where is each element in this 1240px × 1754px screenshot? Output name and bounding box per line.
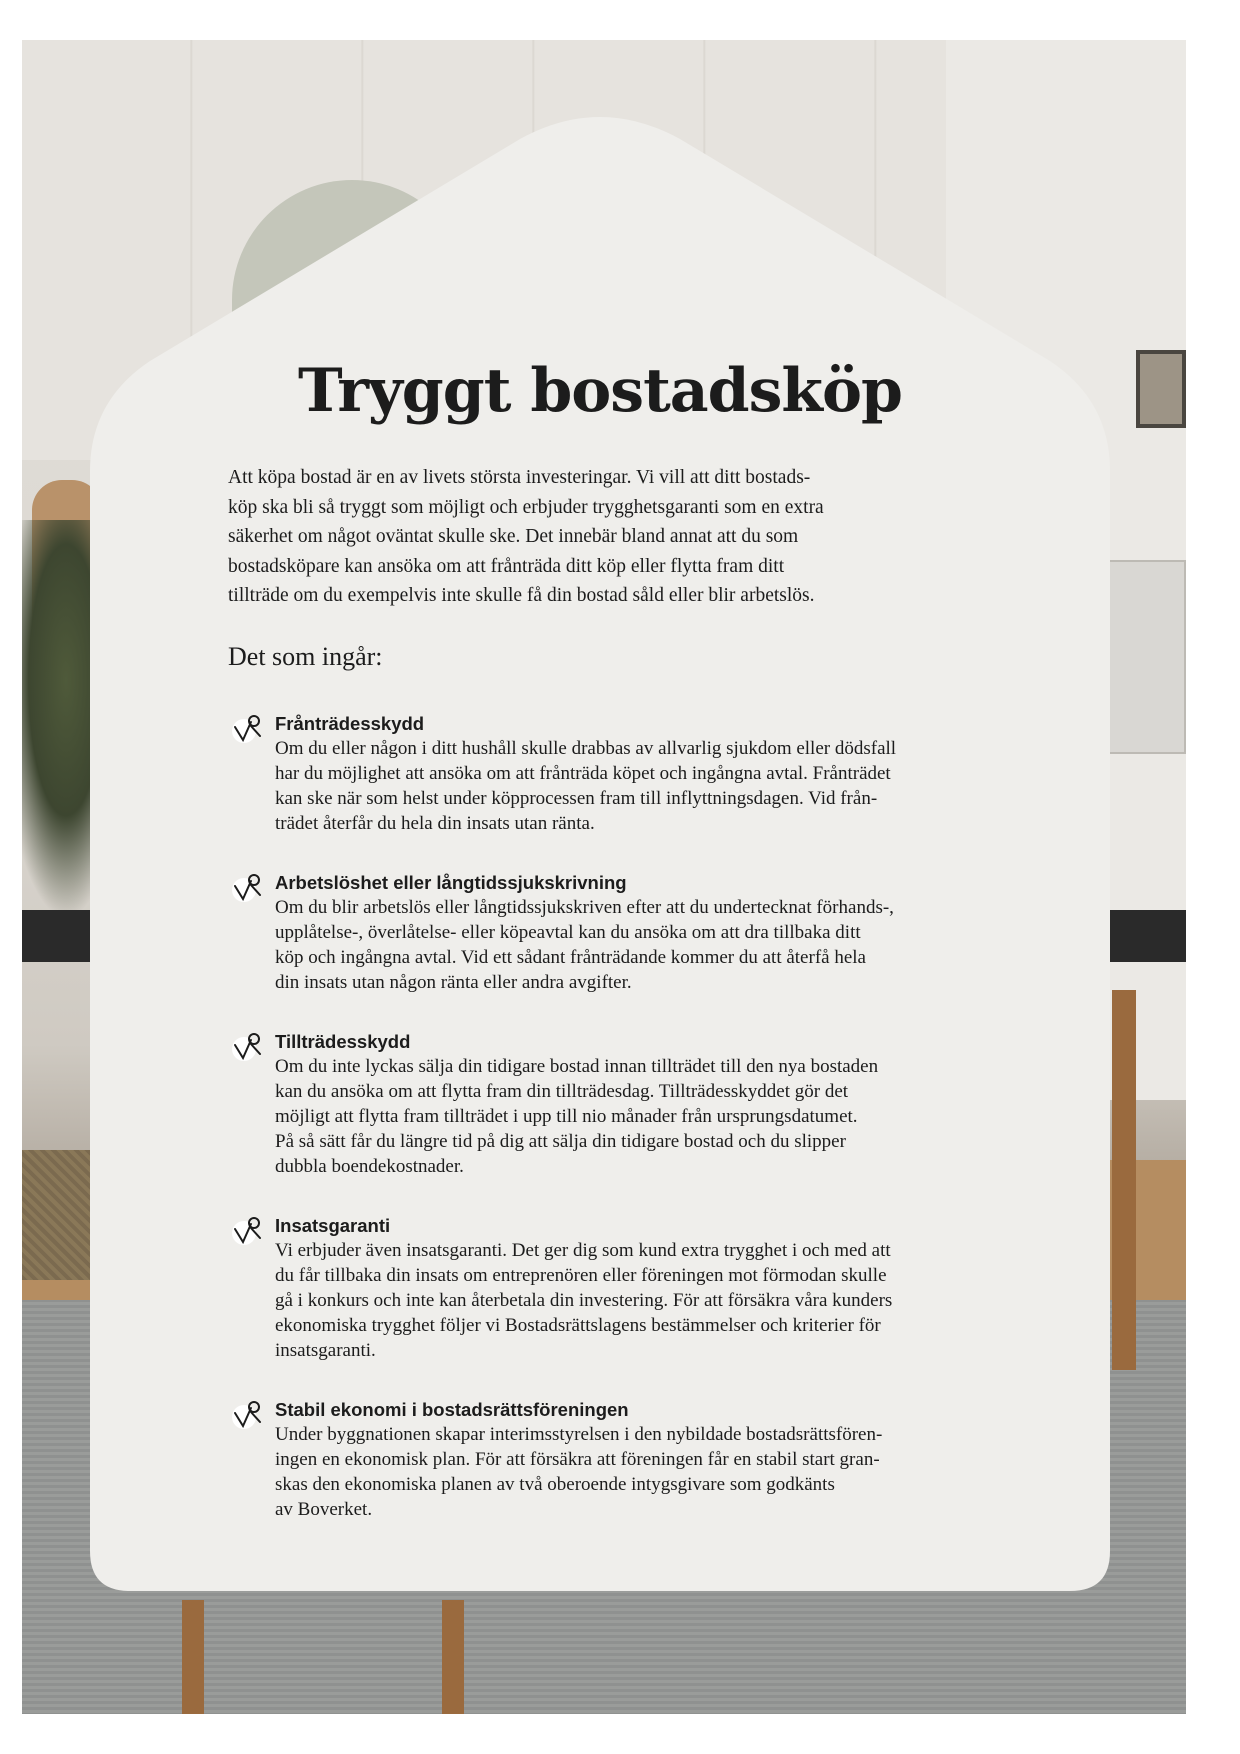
item-body: Om du inte lyckas sälja din tidigare bostad innan tillträdet till den nya bostaden kan du ansöka om att flytta fram din tillträdesdag. Tillträdesskyddet gör det möjligt att flytta fram tillträdet i upp till nio månader från ursprungsdatumet. På så sätt får du längre tid på dig att sälja din tidigare bostad och du slipper dubbla boendekostnader. (275, 1056, 879, 1177)
item-body: Om du eller någon i ditt hushåll skulle drabbas av allvarlig sjukdom eller dödsfall har du möjlighet att ansöka om att frånträda köpet och ingångna avtal. Frånträdet kan ske när som helst under köpprocessen fram till inflyttningsdagen. Vid från- trädet återfår du hela din insats utan ränta. (275, 738, 897, 834)
wall-frame (1136, 350, 1186, 428)
checkmark-icon (230, 871, 264, 905)
checkmark-icon (230, 1030, 264, 1064)
included-heading: Det som ingår: (228, 642, 383, 671)
list-item (228, 871, 1018, 995)
list-item (228, 1030, 1018, 1179)
checkmark-icon (230, 1214, 264, 1248)
list-item (228, 1398, 1018, 1522)
checkmark-icon (230, 712, 264, 746)
item-body: Vi erbjuder även insatsgaranti. Det ger dig som kund extra trygghet i och med att du får tillbaka din insats om entreprenören eller föreningen mot förmodan skulle gå i konkurs och inte kan återbetala din investering. För att försäkra våra kunders ekonomiska trygghet följer vi Bostadsrättslagens bestämmelser och kriterier för insatsgaranti. (275, 1240, 893, 1361)
item-body: Under byggnationen skapar interimsstyrelsen i den nybildade bostadsrättsfören- ingen en ekonomisk plan. För att försäkra att föreningen får en stabil start gran- skas den ekonomiska planen av två oberoende intygsgivare som godkänts av Boverket. (275, 1424, 883, 1520)
item-title: Frånträdesskydd (275, 713, 425, 734)
chair-leg (442, 1600, 464, 1714)
checkmark-icon (230, 1398, 264, 1432)
list-item (228, 1214, 1018, 1363)
item-title: Arbetslöshet eller långtidssjukskrivning (275, 872, 627, 893)
intro-paragraph: Att köpa bostad är en av livets största investeringar. Vi vill att ditt bostads- köp ska bli så tryggt som möjligt och erbjuder trygghetsgaranti som en extra säkerhet om något oväntat skulle ske. Det innebär bland annat att du som bostadsköpare kan ansöka om att frånträda ditt köp eller flytta fram ditt tillträde om du exempelvis inte skulle få din bostad såld eller blir arbetslös. (228, 467, 824, 606)
chair-leg (1112, 990, 1136, 1370)
item-title: Tillträdesskydd (275, 1031, 411, 1052)
included-list (228, 712, 1018, 1522)
item-title: Stabil ekonomi i bostadsrättsföreningen (275, 1399, 629, 1420)
item-title: Insatsgaranti (275, 1215, 391, 1236)
item-body: Om du blir arbetslös eller långtidssjukskriven efter att du undertecknat förhands-, upplåtelse-, överlåtelse- eller köpeavtal kan du ansöka om att dra tillbaka ditt köp och ingångna avtal. Vid ett sådant frånträdande kommer du att återfå hela din insats utan någon ränta eller andra avgifter. (275, 897, 894, 993)
page-title: Tryggt bostadsköp (298, 356, 902, 426)
list-item (228, 712, 1018, 836)
chair-leg (182, 1600, 204, 1714)
